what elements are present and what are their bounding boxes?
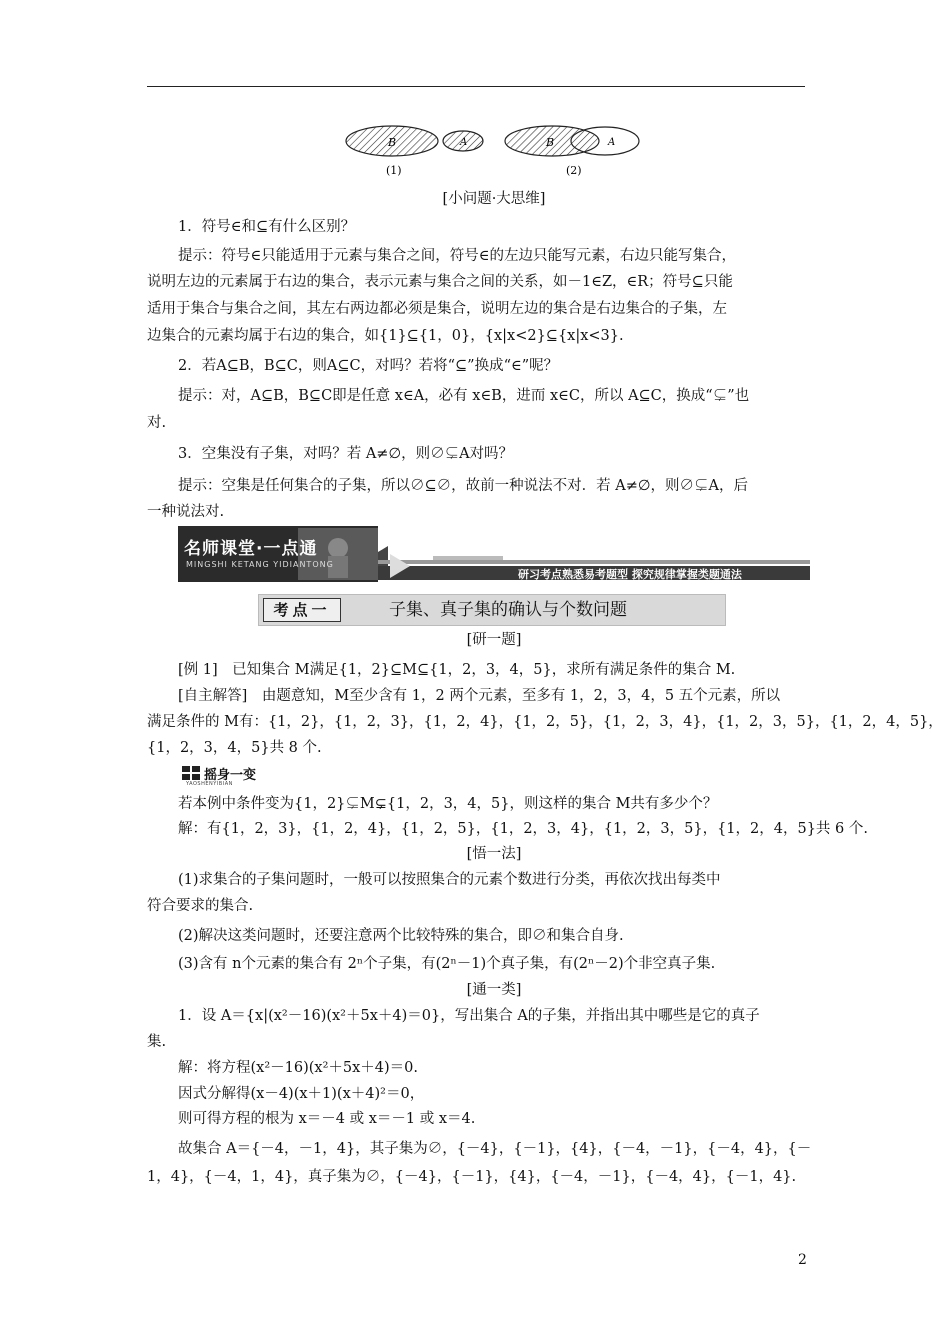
small-question-header: [小问题·大思维] xyxy=(442,191,546,207)
shake-pinyin: YAOSHENYIBIAN xyxy=(186,781,233,787)
venn-label-a1: A xyxy=(460,137,468,148)
banner-slogan: 研习考点熟悉易考题型 探究规律掌握类题通法 xyxy=(518,568,742,581)
tong-line-5: 则可得方程的根为 x＝－4 或 x＝－1 或 x＝4. xyxy=(178,1111,476,1127)
tong-line-4: 因式分解得(x－4)(x＋1)(x＋4)²＝0， xyxy=(178,1086,425,1102)
venn-label-b2: B xyxy=(546,136,555,149)
venn-2 xyxy=(505,126,639,177)
page-number: 2 xyxy=(798,1252,807,1268)
venn-caption-2: (2) xyxy=(566,164,582,177)
yan-header: [研一题] xyxy=(466,632,522,648)
variant-question: 若本例中条件变为{1，2}⊊M⊊{1，2，3，4，5}，则这样的集合 M共有多少个？ xyxy=(178,796,718,812)
solution-line-2: 满足条件的 M有：{1，2}，{1，2，3}，{1，2，4}，{1，2，5}，{1，2，3，4}，{1，2，3，5}，{1，2，4，5}， xyxy=(147,714,943,730)
banner-pinyin: MINGSHI KETANG YIDIANTONG xyxy=(186,560,334,569)
tong-header: [通一类] xyxy=(466,982,522,998)
section-banner xyxy=(178,526,810,582)
venn-1 xyxy=(346,126,483,177)
venn-caption-1: (1) xyxy=(386,164,402,177)
tong-line-3: 解：将方程(x²－16)(x²＋5x＋4)＝0. xyxy=(178,1060,419,1076)
tong-line-7: 1，4}，{－4，1，4}，真子集为∅，{－4}，{－1}，{4}，{－4，－1}，{－4，4}，{－1，4}. xyxy=(147,1169,797,1185)
wu-header: [悟一法] xyxy=(466,846,522,862)
shake-change-badge xyxy=(182,764,268,786)
answer-1-line-4: 边集合的元素均属于右边的集合，如{1}⊆{1，0}，{x|x<2}⊆{x|x<3}. xyxy=(147,328,624,344)
tong-line-6: 故集合 A＝{－4，－1，4}，其子集为∅，{－4}，{－1}，{4}，{－4，－1}，{－4，4}，{－ xyxy=(178,1141,812,1157)
banner-title: 名师课堂·一点通 xyxy=(184,539,318,559)
kaodian-title: 子集、真子集的确认与个数问题 xyxy=(389,600,627,620)
grid-icon xyxy=(182,766,202,782)
venn-label-b1: B xyxy=(388,136,397,149)
answer-1-line-3: 适用于集合与集合之间，其左右两边都必须是集合，说明左边的集合是右边集合的子集，左 xyxy=(147,301,727,317)
example-1: [例 1] 已知集合 M满足{1，2}⊆M⊆{1，2，3，4，5}，求所有满足条件的集合 M. xyxy=(178,662,736,678)
solution-line-3: {1，2，3，4，5}共 8 个. xyxy=(147,740,322,756)
answer-3-line-2: 一种说法对. xyxy=(147,504,225,520)
shake-title: 摇身一变 xyxy=(204,768,257,783)
question-1: 1．符号∈和⊆有什么区别？ xyxy=(178,219,356,235)
wu-line-1: (1)求集合的子集问题时，一般可以按照集合的元素个数进行分类，再依次找出每类中 xyxy=(178,872,721,888)
answer-3-line-1: 提示：空集是任何集合的子集，所以∅⊆∅，故前一种说法不对．若 A≠∅，则∅⊊A，后 xyxy=(178,478,748,494)
tong-line-1: 1．设 A＝{x|(x²－16)(x²＋5x＋4)＝0}，写出集合 A的子集，并指出其中哪些是它的真子 xyxy=(178,1008,760,1024)
answer-2-line-1: 提示：对，A⊆B，B⊆C即是任意 x∈A，必有 x∈B，进而 x∈C，所以 A⊆C，换成“⊊”也 xyxy=(178,388,750,404)
wu-line-3: (2)解决这类问题时，还要注意两个比较特殊的集合，即∅和集合自身. xyxy=(178,928,624,944)
question-2: 2．若A⊆B，B⊆C，则A⊆C，对吗？若将“⊆”换成“∈”呢？ xyxy=(178,358,559,374)
tong-line-2: 集. xyxy=(147,1034,167,1050)
answer-1-line-1: 提示：符号∈只能适用于元素与集合之间，符号∈的左边只能写元素，右边只能写集合， xyxy=(178,248,736,264)
wu-line-4: (3)含有 n个元素的集合有 2ⁿ个子集，有(2ⁿ－1)个真子集，有(2ⁿ－2)个非空真子集. xyxy=(178,956,716,972)
venn-diagrams xyxy=(340,120,650,182)
question-3: 3．空集没有子集，对吗？若 A≠∅，则∅⊊A对吗？ xyxy=(178,446,514,462)
header-rule xyxy=(147,86,805,87)
solution-line-1: [自主解答] 由题意知，M至少含有 1，2 两个元素，至多有 1，2，3，4，5 五个元素，所以 xyxy=(178,688,781,704)
answer-1-line-2: 说明左边的元素属于右边的集合，表示元素与集合之间的关系，如－1∈Z，∈R；符号⊆只能 xyxy=(147,274,733,290)
answer-2-line-2: 对. xyxy=(147,415,167,431)
venn-label-a2: A xyxy=(608,137,616,148)
kaodian-label: 考点一 xyxy=(263,598,341,622)
variant-solution: 解：有{1，2，3}，{1，2，4}，{1，2，5}，{1，2，3，4}，{1，2，3，5}，{1，2，4，5}共 6 个. xyxy=(178,821,868,837)
wu-line-2: 符合要求的集合. xyxy=(147,898,254,914)
kaodian-bar xyxy=(258,594,726,626)
